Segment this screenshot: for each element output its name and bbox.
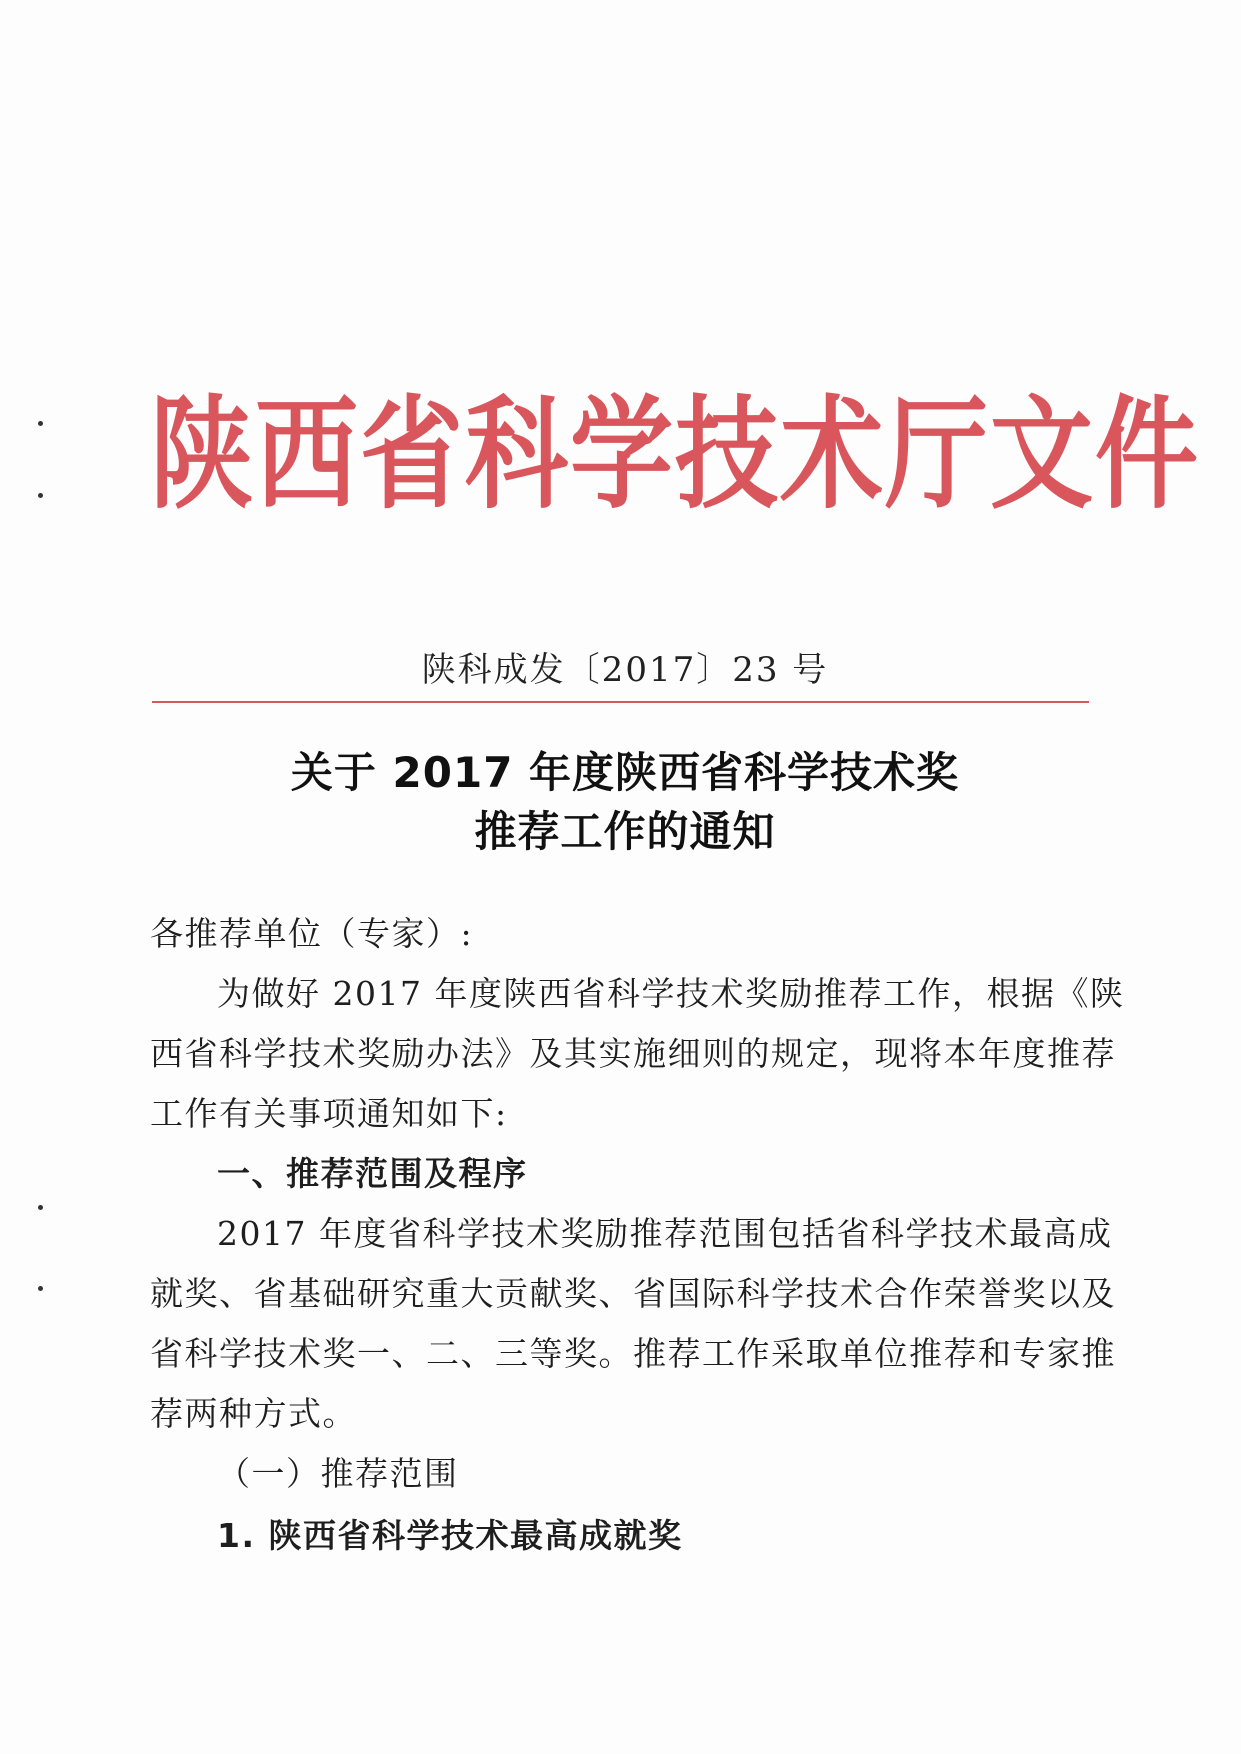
- salutation: 各推荐单位（专家）:: [150, 914, 474, 953]
- subsection-heading-1: （一）推荐范围: [217, 1454, 459, 1493]
- scan-mark: [38, 1205, 43, 1210]
- document-title-line-2: 推荐工作的通知: [474, 807, 776, 856]
- section-heading-1: 一、推荐范围及程序: [217, 1154, 528, 1193]
- intro-line-1: 为做好 2017 年度陕西省科学技术奖励推荐工作，根据《陕: [217, 974, 1125, 1013]
- document-number: 陕科成发〔2017〕23 号: [421, 650, 829, 690]
- scan-mark: [38, 421, 43, 426]
- section1-line-2: 就奖、省基础研究重大贡献奖、省国际科学技术合作荣誉奖以及: [150, 1274, 1116, 1313]
- document-title-line-1: 关于 2017 年度陕西省科学技术奖: [290, 748, 960, 797]
- section1-line-4: 荐两种方式。: [150, 1394, 357, 1433]
- intro-line-3: 工作有关事项通知如下:: [150, 1094, 508, 1133]
- letterhead-title: 陕西省科学技术厅文件: [150, 384, 1200, 526]
- section1-line-1: 2017 年度省科学技术奖励推荐范围包括省科学技术最高成: [217, 1214, 1113, 1253]
- scan-mark: [38, 493, 43, 498]
- item-heading-1: 1. 陕西省科学技术最高成就奖: [217, 1516, 683, 1555]
- section1-line-3: 省科学技术奖一、二、三等奖。推荐工作采取单位推荐和专家推: [150, 1334, 1116, 1373]
- scan-mark: [38, 1286, 43, 1291]
- red-divider: [152, 701, 1089, 703]
- intro-line-2: 西省科学技术奖励办法》及其实施细则的规定，现将本年度推荐: [150, 1034, 1116, 1073]
